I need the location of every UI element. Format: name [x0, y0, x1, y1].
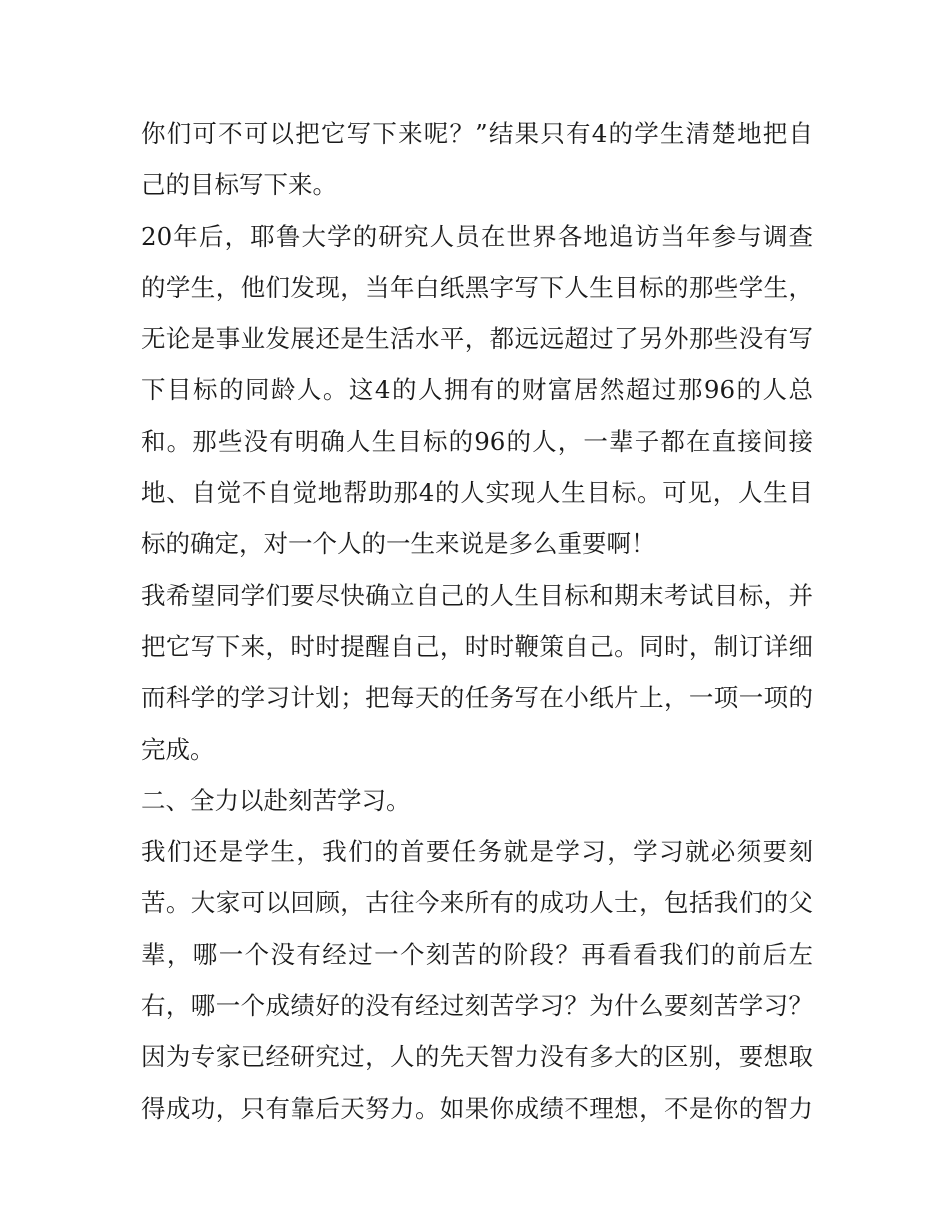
text-line: 的学生，他们发现，当年白纸黑字写下人生目标的那些学生， — [141, 272, 813, 302]
text-line: 标的确定，对一个人的一生来说是多么重要啊！ — [141, 529, 656, 559]
text-line: 我希望同学们要尽快确立自己的人生目标和期末考试目标，并 — [141, 580, 813, 610]
text-line: 辈，哪一个没有经过一个刻苦的阶段？再看看我们的前后左 — [141, 939, 813, 969]
text-line: 和。那些没有明确人生目标的96的人，一辈子都在直接间接 — [141, 426, 813, 456]
text-line: 右，哪一个成绩好的没有经过刻苦学习？为什么要刻苦学习？ — [141, 991, 813, 1021]
text-line: 苦。大家可以回顾，古往今来所有的成功人士，包括我们的父 — [141, 888, 813, 918]
text-line: 地、自觉不自觉地帮助那4的人实现人生目标。可见，人生目 — [141, 478, 813, 508]
section-heading: 二、全力以赴刻苦学习。 — [141, 785, 411, 815]
text-line: 把它写下来，时时提醒自己，时时鞭策自己。同时，制订详细 — [141, 631, 813, 661]
text-line: 我们还是学生，我们的首要任务就是学习，学习就必须要刻 — [141, 837, 813, 867]
text-line: 下目标的同龄人。这4的人拥有的财富居然超过那96的人总 — [141, 375, 813, 405]
text-line: 20年后，耶鲁大学的研究人员在世界各地追访当年参与调查 — [141, 221, 813, 251]
text-line: 完成。 — [141, 734, 215, 764]
text-line: 而科学的学习计划；把每天的任务写在小纸片上，一项一项的 — [141, 683, 813, 713]
text-line: 你们可不可以把它写下来呢？”结果只有4的学生清楚地把自 — [141, 119, 813, 148]
text-line: 得成功，只有靠后天努力。如果你成绩不理想，不是你的智力 — [141, 1093, 813, 1123]
text-line: 因为专家已经研究过，人的先天智力没有多大的区别，要想取 — [141, 1042, 813, 1072]
body-text — [141, 108, 813, 1134]
text-line: 无论是事业发展还是生活水平，都远远超过了另外那些没有写 — [141, 324, 813, 354]
text-line: 己的目标写下来。 — [141, 170, 337, 200]
